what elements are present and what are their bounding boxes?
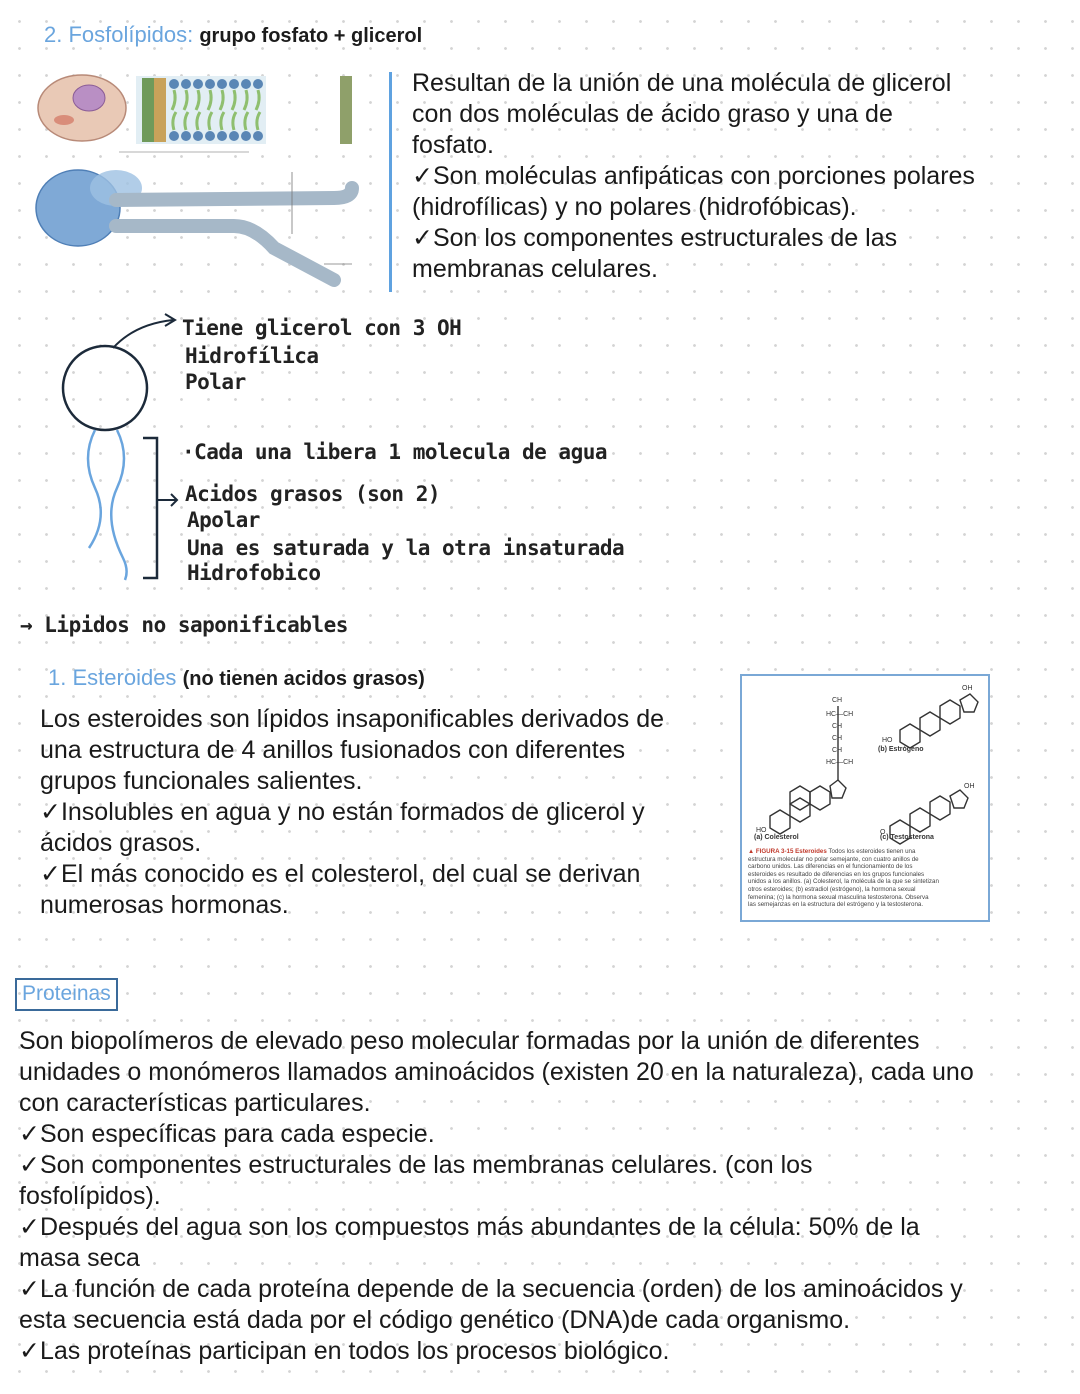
tails-bracket — [143, 438, 157, 578]
head-note-2: Hidrofílica — [185, 344, 319, 368]
proteinas-line-10: esta secuencia está dada por el código genético (DNA)de cada organismo. — [19, 1306, 851, 1334]
esteroides-line-2: una estructura de 4 anillos fusionados con diferentes — [40, 736, 626, 764]
esteroides-description — [40, 704, 664, 921]
phospholipid-sketch — [55, 308, 185, 588]
svg-text:HO: HO — [756, 827, 767, 834]
svg-text:OH: OH — [962, 685, 973, 692]
proteinas-line-11: ✓Las proteínas participan en todos los procesos biológico. — [19, 1337, 670, 1365]
tail-note-3: Una es saturada y la otra insaturada — [187, 536, 625, 560]
esteroides-line-6: ✓El más conocido es el colesterol, del cual se derivan — [40, 860, 641, 888]
svg-text:O: O — [880, 829, 886, 836]
esteroides-title: Esteroides — [72, 665, 177, 690]
water-note: ·Cada una libera 1 molecula de agua — [182, 440, 608, 464]
fosfolipidos-line-3: fosfato. — [412, 131, 494, 159]
svg-text:OH: OH — [964, 783, 975, 790]
proteinas-line-7: ✓Después del agua son los compuestos más abundantes de la célula: 50% de la — [19, 1213, 920, 1241]
label-estrogeno: (b) Estrógeno — [878, 746, 924, 753]
proteinas-line-8: masa seca — [19, 1244, 140, 1272]
proteinas-line-2: unidades o monómeros llamados aminoácidos (existen 20 en la naturaleza), cada uno — [19, 1058, 974, 1086]
proteinas-heading-box — [15, 978, 118, 1011]
esteroides-line-3: grupos funcionales salientes. — [40, 767, 363, 795]
no-saponificables-heading: → Lipidos no saponificables — [20, 613, 348, 637]
fosfolipidos-description — [412, 68, 975, 285]
esteroides-subtitle: (no tienen acidos grasos) — [182, 668, 425, 690]
proteinas-description — [19, 1026, 974, 1367]
proteinas-line-3: con características particulares. — [19, 1089, 371, 1117]
esteroides-heading — [48, 665, 425, 691]
steroid-figure — [740, 674, 990, 922]
svg-text:CH: CH — [832, 723, 843, 730]
caption-title: ▲ FIGURA 3-15 Esteroides — [748, 848, 827, 855]
fosfolipidos-line-4: ✓Son moléculas anfipáticas con porciones polares — [412, 162, 975, 190]
esteroides-line-4: ✓Insolubles en agua y no están formados de glicerol y — [40, 798, 645, 826]
fosfolipidos-number: 2. — [44, 22, 63, 47]
head-note-3: Polar — [185, 370, 246, 394]
caption-line-5: unidos a los anillos. (a) Colesterol, la molécula de la que se sintetizan — [748, 878, 939, 886]
head-arrow-icon — [113, 320, 173, 348]
unsaturated-tail-image — [116, 226, 334, 280]
tail-note-2: Apolar — [187, 508, 260, 532]
tail-note-4: Hidrofobico — [187, 561, 321, 585]
fosfolipidos-line-6: ✓Son los componentes estructurales de las — [412, 224, 898, 252]
polar-head-circle — [63, 346, 147, 430]
esteroides-line-7: numerosas hormonas. — [40, 891, 289, 919]
svg-text:CH: CH — [832, 697, 843, 704]
label-testosterona: (c) Testosterona — [880, 834, 934, 841]
proteinas-line-9: ✓La función de cada proteína depende de la secuencia (orden) de los aminoácidos y — [19, 1275, 963, 1303]
tail-right-line — [111, 430, 126, 580]
label-colesterol: (a) Colesterol — [754, 834, 799, 841]
fosfolipidos-line-7: membranas celulares. — [412, 255, 658, 283]
caption-line-8: las semejanzas en la estructura del estrógeno y la testosterona. — [748, 901, 924, 909]
esteroides-line-1: Los esteroides son lípidos insaponificables derivados de — [40, 705, 664, 733]
tails-arrow-icon — [157, 494, 177, 506]
figure-caption — [748, 848, 984, 909]
vertical-divider — [389, 72, 392, 292]
svg-text:HC—CH: HC—CH — [826, 711, 854, 718]
fosfolipidos-heading — [44, 22, 422, 48]
esteroides-number: 1. — [48, 665, 67, 690]
tail-note-1: Acidos grasos (son 2) — [185, 482, 441, 506]
fosfolipidos-line-2: con dos moléculas de ácido graso y una de — [412, 100, 893, 128]
fosfolipidos-line-1: Resultan de la unión de una molécula de glicerol — [412, 69, 952, 97]
fosfolipidos-line-5: (hidrofílicas) y no polares (hidrofóbicas). — [412, 193, 857, 221]
proteinas-line-1: Son biopolímeros de elevado peso molecular formadas por la unión de diferentes — [19, 1027, 920, 1055]
phospholipid-illustration — [34, 68, 374, 300]
head-note-1: Tiene glicerol con 3 OH — [182, 316, 462, 340]
caption-line-2: estructura molecular no polar semejante, con cuatro anillos de — [748, 855, 919, 863]
caption-line-3: carbono unidos. Las diferencias en el funcionamiento de los — [748, 863, 913, 871]
proteinas-line-5: ✓Son componentes estructurales de las membranas celulares. (con los — [19, 1151, 813, 1179]
fosfolipidos-title: Fosfolípidos: — [68, 22, 194, 47]
svg-text:CH: CH — [832, 747, 843, 754]
esteroides-line-5: ácidos grasos. — [40, 829, 202, 857]
proteinas-line-6: fosfolípidos). — [19, 1182, 161, 1210]
caption-line-7: femenina; (c) la hormona sexual masculina testosterona. Observa — [748, 893, 929, 901]
proteinas-line-4: ✓Son específicas para cada especie. — [19, 1120, 435, 1148]
svg-text:HO: HO — [882, 737, 893, 744]
caption-line-4: esteroides es resultado de diferencias en los grupos funcionales — [748, 870, 925, 878]
svg-text:HC—CH: HC—CH — [826, 759, 854, 766]
steroid-structures-image — [742, 676, 988, 846]
svg-text:CH: CH — [832, 735, 843, 742]
caption-line-6: otros esteroides; (b) estradiol (estrógeno), la hormona sexual — [748, 885, 916, 893]
proteinas-title: Proteinas — [22, 982, 111, 1005]
tail-left-line — [88, 430, 101, 548]
saturated-tail-image — [116, 188, 352, 200]
caption-line-1: Todos los esteroides tienen una — [828, 848, 916, 855]
fosfolipidos-subtitle: grupo fosfato + glicerol — [199, 25, 423, 47]
